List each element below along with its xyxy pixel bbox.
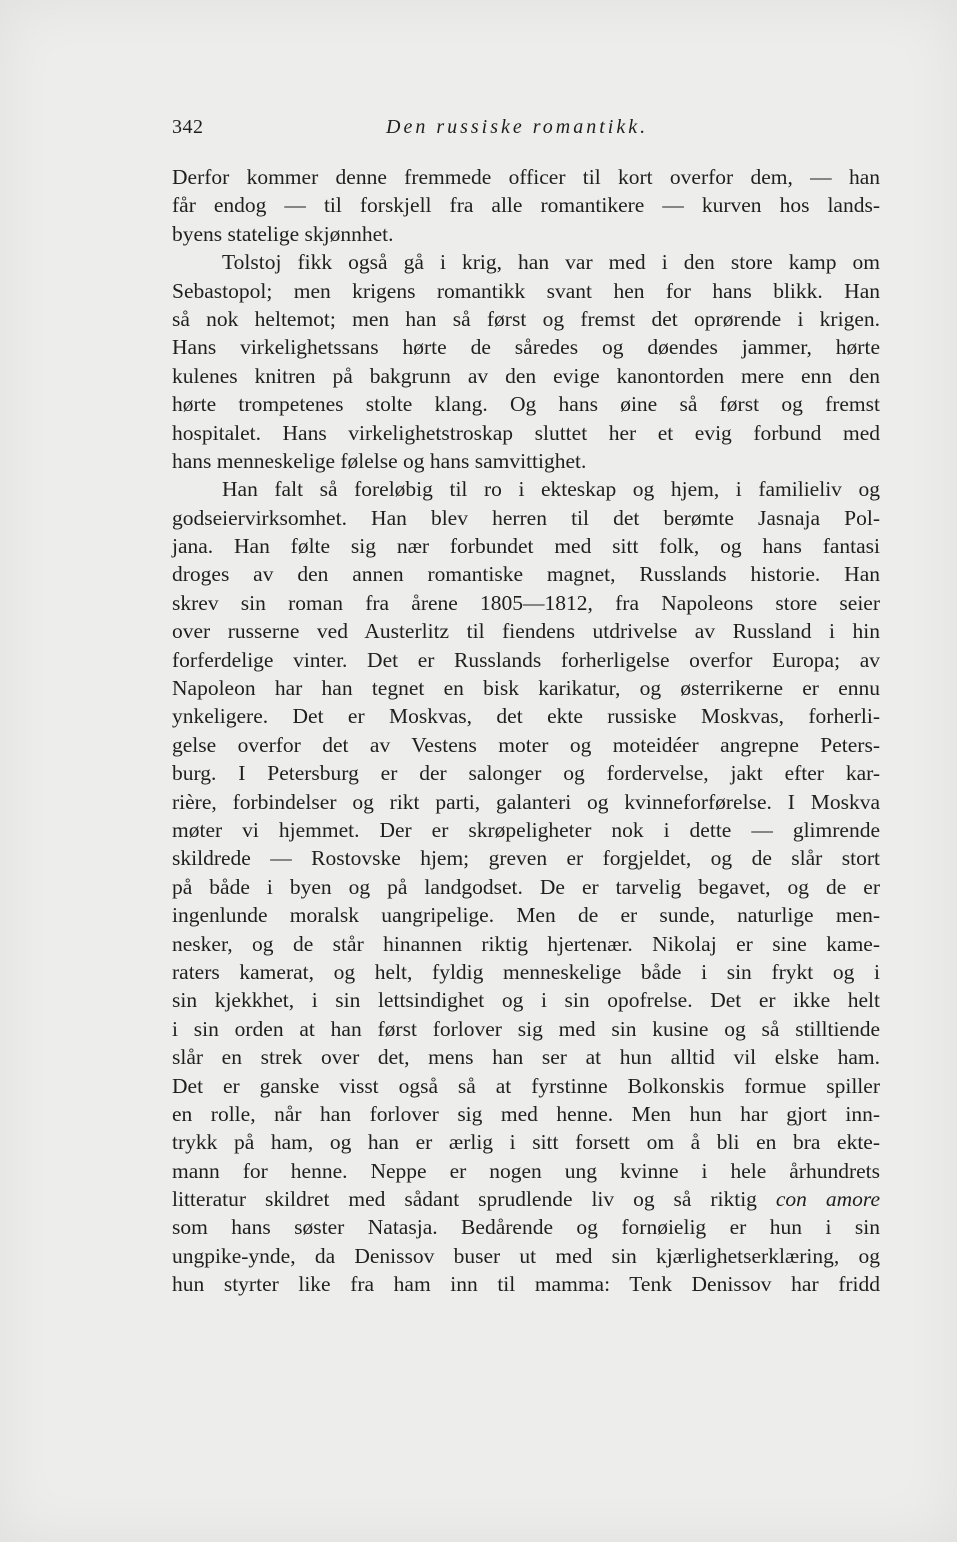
text-line: kulenes knitren på bakgrunn av den evige kanontorden mere enn den [172, 363, 880, 388]
running-head [172, 116, 882, 146]
text-line: godseiervirksomhet. Han blev herren til det berømte Jasnaja Pol- [172, 505, 880, 530]
text-line: skrev sin roman fra årene 1805—1812, fra Napoleons store seier [172, 590, 880, 615]
body-text [172, 163, 880, 1299]
text-line: jana. Han følte sig nær forbundet med sitt folk, og hans fantasi [172, 534, 880, 559]
text-line: mann for henne. Neppe er nogen ung kvinne i hele århundrets [172, 1158, 880, 1183]
page-number: 342 [172, 116, 204, 138]
text-line-with-emphasis [172, 1185, 880, 1213]
text-line: droges av den annen romantiske magnet, Russlands historie. Han [172, 562, 880, 587]
text-line: Hans virkelighetssans hørte de såredes og døendes jammer, hørte [172, 335, 880, 360]
text-line: i sin orden at han først forlover sig med sin kusine og så stilltiende [172, 1016, 880, 1041]
text-line: ungpike-ynde, da Denissov buser ut med sin kjærlighetserklæring, og [172, 1243, 880, 1268]
text-line: Det er ganske visst også så at fyrstinne Bolkonskis formue spiller [172, 1073, 880, 1098]
text-line: trykk på ham, og han er ærlig i sitt forsett om å bli en bra ekte- [172, 1130, 880, 1155]
text-line: Han falt så foreløbig til ro i ekteskap og hjem, i familieliv og [222, 477, 880, 502]
running-title: Den russiske romantikk. [386, 116, 649, 138]
text-line: slår en strek over det, mens han ser at hun alltid vil elske ham. [172, 1045, 880, 1070]
text-line: hans menneskelige følelse og hans samvittighet. [172, 448, 587, 473]
text-line: nesker, og de står hinannen riktig hjertenær. Nikolaj er sine kame- [172, 931, 880, 956]
text-line: over russerne ved Austerlitz til fiendens utdrivelse av Russland i hin [172, 619, 880, 644]
text-line: på både i byen og på landgodset. De er tarvelig begavet, og de er [172, 874, 880, 899]
text-line: Derfor kommer denne fremmede officer til kort overfor dem, — han [172, 165, 880, 189]
text-line: byens statelige skjønnhet. [172, 221, 394, 246]
italic-phrase: con amore [775, 1187, 880, 1212]
text-line: rière, forbindelser og rikt parti, galanteri og kvinneforførelse. I Moskva [172, 789, 880, 814]
text-line: skildrede — Rostovske hjem; greven er forgjeldet, og de slår stort [172, 846, 880, 871]
text-line: raters kamerat, og helt, fyldig menneskelige både i sin frykt og i [172, 959, 880, 984]
text-line: burg. I Petersburg er der salonger og fordervelse, jakt efter kar- [172, 761, 880, 786]
text-line: Tolstoj fikk også gå i krig, han var med i den store kamp om [222, 250, 880, 275]
text-line: så nok heltemot; men han så først og fremst det oprørende i krigen. [172, 306, 880, 331]
text-line: ynkeligere. Det er Moskvas, det ekte russiske Moskvas, forherli- [172, 704, 880, 729]
text-line: ingenlunde moralsk uangripelige. Men de er sunde, naturlige men- [172, 903, 880, 928]
text-line: som hans søster Natasja. Bedårende og fornøielig er hun i sin [172, 1215, 880, 1240]
text-line: en rolle, når han forlover sig med henne. Men hun har gjort inn- [172, 1101, 880, 1126]
text-line: får endog — til forskjell fra alle romantikere — kurven hos lands- [172, 193, 880, 218]
text-line: sin kjekkhet, i sin lettsindighet og i sin opofrelse. Det er ikke helt [172, 988, 880, 1013]
text-line: gelse overfor det av Vestens moter og moteidéer angrepne Peters- [172, 732, 880, 757]
text-line: hospitalet. Hans virkelighetstroskap sluttet her et evig forbund med [172, 420, 880, 445]
text-line: møter vi hjemmet. Der er skrøpeligheter nok i dette — glimrende [172, 817, 880, 842]
text-segment: litteratur skildret med sådant sprudlende liv og så riktig [172, 1187, 757, 1212]
text-line: hun styrter like fra ham inn til mamma: Tenk Denissov har fridd [172, 1272, 880, 1297]
text-line: hørte trompetenes stolte klang. Og hans øine så først og fremst [172, 392, 880, 417]
text-line: forferdelige vinter. Det er Russlands forherligelse overfor Europa; av [172, 647, 880, 672]
text-line: Sebastopol; men krigens romantikk svant hen for hans blikk. Han [172, 278, 880, 303]
text-line: Napoleon har han tegnet en bisk karikatur, og østerrikerne er ennu [172, 676, 880, 701]
